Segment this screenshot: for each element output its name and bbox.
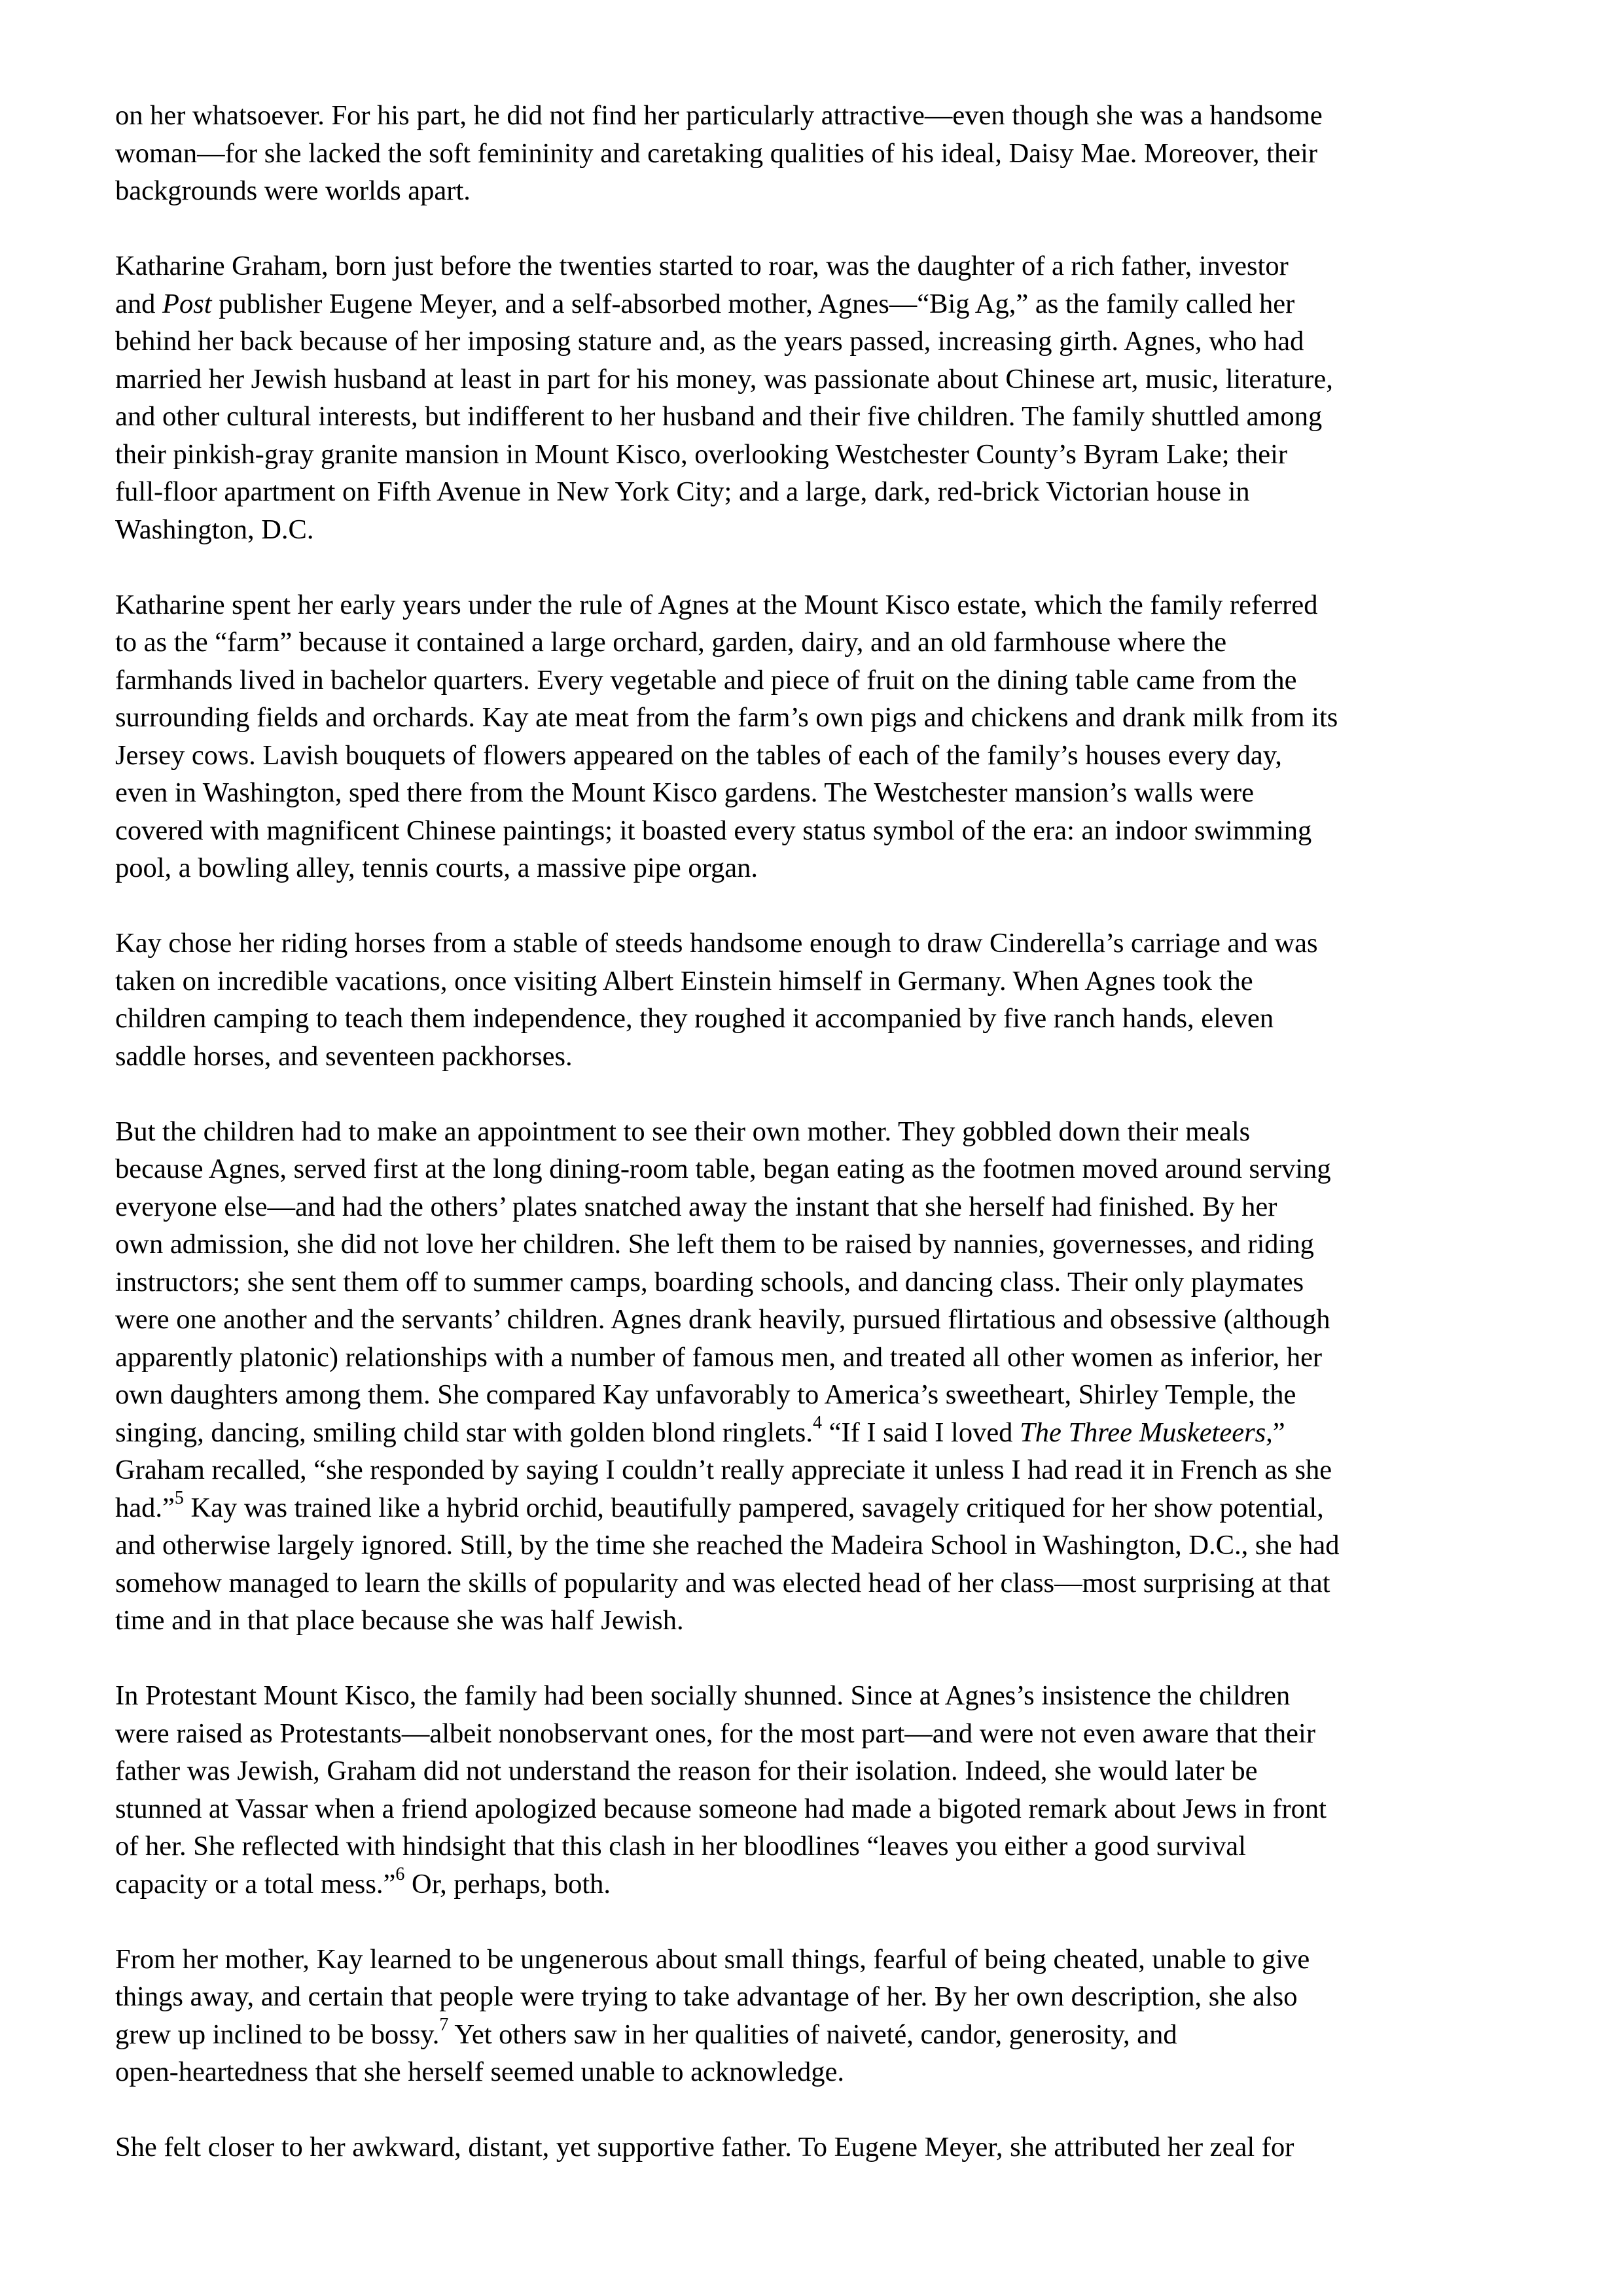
text-run: From her mother, Kay learned to be ungenerous about small things, fearful of being cheated, unable to give [115,1943,1310,1975]
document-page [115,97,1516,2204]
text-line [115,1865,1516,1903]
text-run: their pinkish-gray granite mansion in Mount Kisco, overlooking Westchester County’s Byram Lake; their [115,438,1288,470]
text-line [115,699,1516,737]
text-run: Jersey cows. Lavish bouquets of flowers appeared on the tables of each of the family’s houses every day, [115,739,1282,771]
text-run: were raised as Protestants—albeit nonobservant ones, for the most part—and were not even aware that their [115,1718,1315,1749]
text-line [115,97,1516,135]
text-run: pool, a bowling alley, tennis courts, a massive pipe organ. [115,853,758,883]
text-run: farmhands lived in bachelor quarters. Every vegetable and piece of fruit on the dining table came from the [115,664,1297,696]
text-run: apparently platonic) relationships with a number of famous men, and treated all other women as inferior, her [115,1341,1323,1373]
text-line [115,436,1516,474]
text-line [115,1263,1516,1301]
text-run: Washington, D.C. [115,514,314,545]
text-run: taken on incredible vacations, once visiting Albert Einstein himself in Germany. When Agnes took the [115,965,1253,997]
text-run: Kay was trained like a hybrid orchid, beautifully pampered, savagely critiqued for her show potential, [183,1492,1324,1523]
text-run: grew up inclined to be bossy. [115,2019,440,2050]
paragraph [115,1941,1516,2091]
text-line [115,473,1516,511]
footnote-marker: 4 [812,1413,822,1434]
text-line [115,1790,1516,1828]
text-run: married her Jewish husband at least in part for his money, was passionate about Chinese art, music, literature, [115,363,1333,395]
text-line [115,172,1516,210]
text-run: behind her back because of her imposing stature and, as the years passed, increasing girth. Agnes, who had [115,326,1304,357]
text-run: own admission, she did not love her children. She left them to be raised by nannies, governesses, and riding [115,1229,1314,1260]
text-line [115,737,1516,775]
text-run: things away, and certain that people were trying to take advantage of her. By her own description, she also [115,1981,1298,2012]
text-line [115,1527,1516,1564]
text-line [115,1451,1516,1489]
text-line [115,1414,1516,1452]
text-run: saddle horses, and seventeen packhorses. [115,1040,573,1072]
text-line [115,1376,1516,1414]
text-run: on her whatsoever. For his part, he did not find her particularly attractive—even though she was a handsome [115,100,1323,131]
text-run: own daughters among them. She compared Kay unfavorably to America’s sweetheart, Shirley Temple, the [115,1379,1296,1410]
footnote-marker: 5 [174,1488,184,1509]
text-line [115,285,1516,323]
paragraph [115,1677,1516,1903]
text-line [115,1000,1516,1038]
text-line [115,2128,1516,2166]
text-line [115,662,1516,699]
text-line [115,247,1516,285]
paragraph [115,1113,1516,1640]
text-line [115,1715,1516,1753]
text-line [115,1188,1516,1226]
text-line [115,1038,1516,1076]
text-run: time and in that place because she was half Jewish. [115,1605,684,1636]
text-line [115,1602,1516,1640]
text-run: to as the “farm” because it contained a large orchard, garden, dairy, and an old farmhouse where the [115,627,1227,658]
text-run: father was Jewish, Graham did not understand the reason for their isolation. Indeed, she would later be [115,1756,1258,1786]
text-line [115,1113,1516,1151]
text-run: Kay chose her riding horses from a stable of steeds handsome enough to draw Cinderella’s carriage and was [115,928,1318,959]
text-line [115,2016,1516,2054]
text-line [115,511,1516,549]
text-run: even in Washington, sped there from the Mount Kisco gardens. The Westchester mansion’s walls were [115,777,1254,808]
text-run: had.” [115,1492,175,1523]
text-run: instructors; she sent them off to summer camps, boarding schools, and dancing class. Their only playmates [115,1266,1304,1298]
paragraph [115,97,1516,210]
text-line [115,1828,1516,1865]
text-run: open-heartedness that she herself seemed unable to acknowledge. [115,2057,845,2087]
text-run: Katharine Graham, born just before the twenties started to roar, was the daughter of a rich father, investor [115,251,1289,281]
footnote-marker: 6 [395,1864,405,1885]
text-line [115,1489,1516,1527]
text-run: were one another and the servants’ children. Agnes drank heavily, pursued flirtatious and obsessive (although [115,1304,1330,1335]
text-line [115,624,1516,662]
text-run: stunned at Vassar when a friend apologized because someone had made a bigoted remark about Jews in front [115,1793,1327,1824]
text-run: and other cultural interests, but indifferent to her husband and their five children. The family shuttled among [115,401,1323,432]
text-run: She felt closer to her awkward, distant, yet supportive father. To Eugene Meyer, she attributed her zeal for [115,2132,1294,2163]
paragraph [115,925,1516,1075]
text-run: In Protestant Mount Kisco, the family had been socially shunned. Since at Agnes’s insistence the children [115,1680,1291,1711]
text-line [115,1301,1516,1339]
text-line [115,586,1516,624]
text-run: ” [1272,1417,1285,1448]
text-line [115,963,1516,1000]
paragraph [115,586,1516,887]
text-run: full-floor apartment on Fifth Avenue in New York City; and a large, dark, red-brick Victorian house in [115,476,1250,507]
text-run: But the children had to make an appointment to see their own mother. They gobbled down their meals [115,1116,1251,1147]
text-run: Graham recalled, “she responded by saying I couldn’t really appreciate it unless I had read it in French as she [115,1455,1332,1485]
paragraph [115,247,1516,548]
paragraph [115,2128,1516,2166]
text-run: woman—for she lacked the soft femininity and caretaking qualities of his ideal, Daisy Mae. Moreover, their [115,137,1318,169]
text-line [115,1752,1516,1790]
text-line [115,1226,1516,1263]
text-line [115,361,1516,398]
text-line [115,849,1516,887]
text-run: publisher Eugene Meyer, and a self-absorbed mother, Agnes—“Big Ag,” as the family called her [211,288,1295,319]
text-run: Or, perhaps, both. [404,1868,611,1899]
text-line [115,1339,1516,1377]
text-run: Katharine spent her early years under the rule of Agnes at the Mount Kisco estate, which the family referred [115,589,1318,620]
text-run: and otherwise largely ignored. Still, by the time she reached the Madeira School in Washington, D.C., she had [115,1530,1340,1561]
text-line [115,774,1516,812]
footnote-marker: 7 [439,2015,449,2036]
text-run: somehow managed to learn the skills of popularity and was elected head of her class—most surprising at that [115,1567,1330,1598]
text-line [115,1941,1516,1979]
text-run: “If I said I loved [821,1417,1020,1448]
text-line [115,398,1516,436]
italic-text: The Three Musketeers, [1020,1417,1273,1448]
text-run: singing, dancing, smiling child star with golden blond ringlets. [115,1417,813,1448]
text-run: surrounding fields and orchards. Kay ate meat from the farm’s own pigs and chickens and drank milk from its [115,702,1338,733]
text-line [115,1150,1516,1188]
text-line [115,925,1516,963]
text-run: of her. She reflected with hindsight that this clash in her bloodlines “leaves you either a good survival [115,1831,1246,1862]
text-run: and [115,288,162,319]
text-run: everyone else—and had the others’ plates snatched away the instant that she herself had finished. By her [115,1191,1277,1222]
text-run: covered with magnificent Chinese paintings; it boasted every status symbol of the era: an indoor swimming [115,815,1312,846]
text-line [115,812,1516,850]
text-line [115,1677,1516,1715]
text-line [115,1564,1516,1602]
text-line [115,135,1516,173]
text-run: Yet others saw in her qualities of naiveté, candor, generosity, and [448,2019,1177,2050]
text-run: capacity or a total mess.” [115,1868,396,1899]
italic-text: Post [162,288,212,319]
text-run: because Agnes, served first at the long dining-room table, began eating as the footmen moved around serving [115,1154,1331,1184]
text-line [115,1978,1516,2016]
text-line [115,323,1516,361]
text-run: backgrounds were worlds apart. [115,175,471,206]
text-run: children camping to teach them independence, they roughed it accompanied by five ranch hands, eleven [115,1003,1274,1034]
text-line [115,2053,1516,2091]
